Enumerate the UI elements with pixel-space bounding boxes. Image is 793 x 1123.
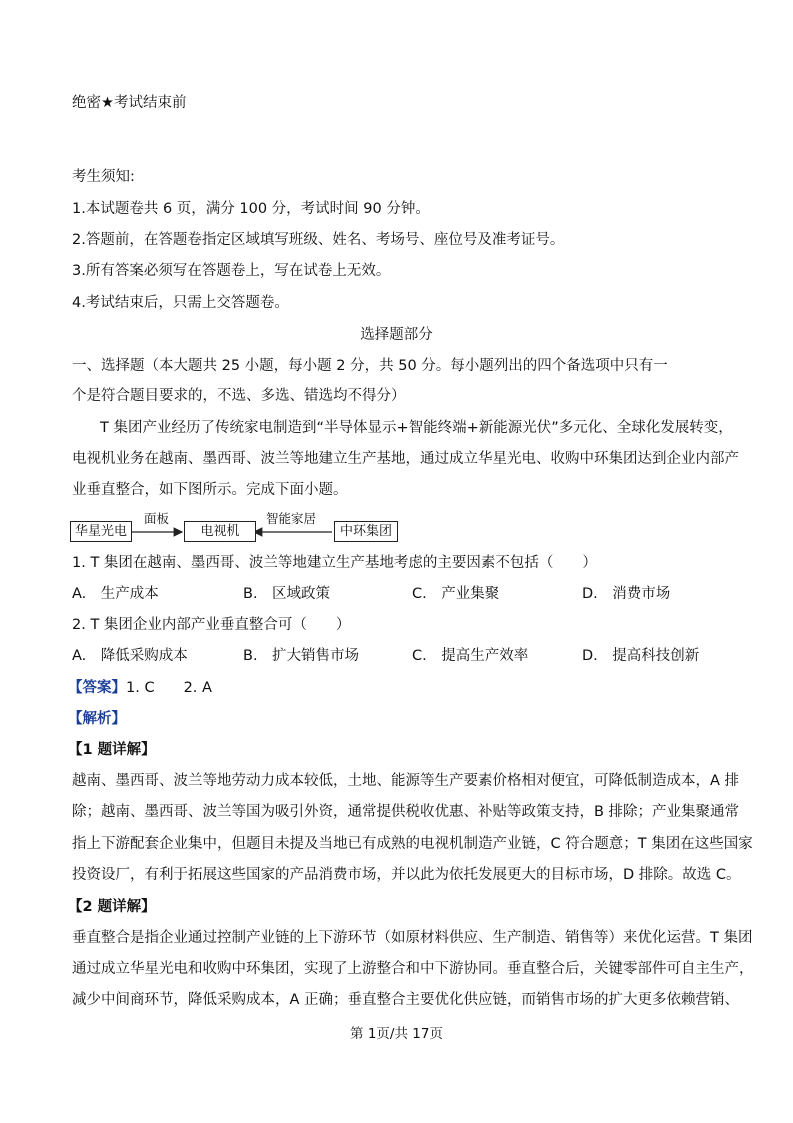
diagram-box-zhonghuan: 中环集团 xyxy=(334,521,398,542)
analysis-label: 【解析】 xyxy=(68,711,126,727)
detail-2-line: 通过成立华星光电和收购中环集团，实现了上游整合和中下游协同。垂直整合后，关键零部件可自主生产， xyxy=(72,961,754,977)
answer-line xyxy=(68,678,212,698)
page-number: 第 1页/共 17页 xyxy=(350,1026,443,1042)
notice-item: 4.考试结束后，只需上交答题卷。 xyxy=(72,295,289,311)
detail-1-label: 【1 题详解】 xyxy=(68,742,156,758)
section-instruction: 个是符合题目要求的，不选、多选、错选均不得分） xyxy=(72,388,406,404)
detail-1-line: 投资设厂，有利于拓展这些国家的产品消费市场，并以此为依托发展更大的目标市场，D 排除。故选 C。 xyxy=(72,867,741,883)
question-1-option-a: A. 生产成本 xyxy=(72,586,159,602)
question-2-option-c: C. 提高生产效率 xyxy=(412,648,529,664)
question-1-stem: 1. T 集团在越南、墨西哥、波兰等地建立生产基地考虑的主要因素不包括（ ） xyxy=(72,555,597,571)
passage-line: 业垂直整合，如下图所示。完成下面小题。 xyxy=(72,482,348,498)
question-2-option-a: A. 降低采购成本 xyxy=(72,648,188,664)
passage-line: T 集团产业经历了传统家电制造到“半导体显示+智能终端+新能源光伏”多元化、全球化发展转变， xyxy=(100,420,733,436)
section-title: 选择题部分 xyxy=(360,327,433,343)
edge-label-panel: 面板 xyxy=(144,511,170,526)
notice-item: 2.答题前，在答题卷指定区域填写班级、姓名、考场号、座位号及准考证号。 xyxy=(72,232,565,248)
question-1-option-c: C. 产业集聚 xyxy=(412,586,500,602)
detail-2-line: 减少中间商环节，降低采购成本，A 正确；垂直整合主要优化供应链，而销售市场的扩大更多依赖营销、 xyxy=(72,992,740,1008)
question-2-stem: 2. T 集团企业内部产业垂直整合可（ ） xyxy=(72,617,351,633)
question-1-option-b: B. 区域政策 xyxy=(243,586,331,602)
detail-1-line: 指上下游配套企业集中，但题目未提及当地已有成熟的电视机制造产业链，C 符合题意；T 集团在这些国家 xyxy=(72,836,753,852)
notice-item: 3.所有答案必须写在答题卷上，写在试卷上无效。 xyxy=(72,263,391,279)
edge-label-smart-home: 智能家居 xyxy=(266,511,317,526)
detail-1-line: 除；越南、墨西哥、波兰等国为吸引外资，通常提供税收优惠、补贴等政策支持，B 排除；产业集聚通常 xyxy=(72,804,740,820)
question-2-option-d: D. 提高科技创新 xyxy=(582,648,700,664)
question-1-option-d: D. 消费市场 xyxy=(582,586,671,602)
question-2-option-b: B. 扩大销售市场 xyxy=(243,648,360,664)
notice-item: 1.本试题卷共 6 页，满分 100 分，考试时间 90 分钟。 xyxy=(72,201,430,217)
diagram-box-huaxing: 华星光电 xyxy=(70,521,132,542)
notice-title: 考生须知: xyxy=(72,169,135,185)
section-instruction: 一、选择题（本大题共 25 小题，每小题 2 分，共 50 分。每小题列出的四个备选项中只有一 xyxy=(72,358,668,374)
detail-2-line: 垂直整合是指企业通过控制产业链的上下游环节（如原材料供应、生产制造、销售等）来优化运营。T 集团 xyxy=(72,930,753,946)
answer-text: 1. C 2. A xyxy=(126,680,212,696)
passage-line: 电视机业务在越南、墨西哥、波兰等地建立生产基地，通过成立华星光电、收购中环集团达到企业内部产 xyxy=(72,451,739,467)
diagram-box-tv: 电视机 xyxy=(184,521,256,542)
detail-2-label: 【2 题详解】 xyxy=(68,899,156,915)
confidential-header: 绝密★考试结束前 xyxy=(72,95,187,111)
answer-label: 【答案】 xyxy=(68,680,126,696)
integration-diagram xyxy=(70,512,400,544)
detail-1-line: 越南、墨西哥、波兰等地劳动力成本较低，土地、能源等生产要素价格相对便宜，可降低制造成本，A 排 xyxy=(72,773,740,789)
